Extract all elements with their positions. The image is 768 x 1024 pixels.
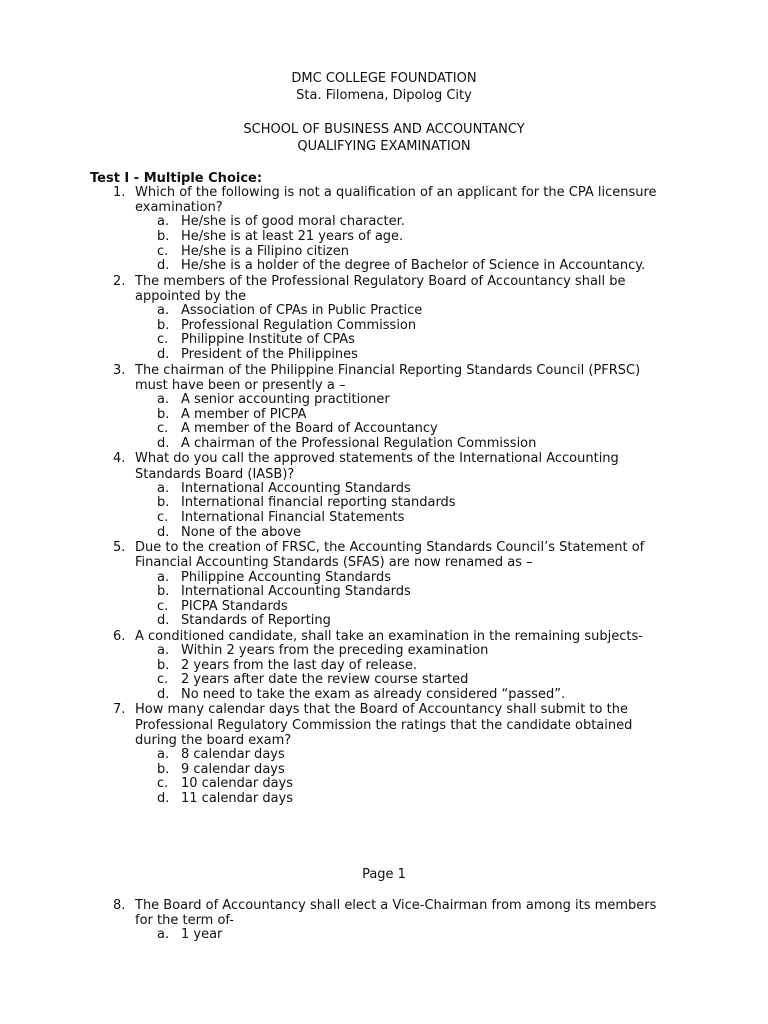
- option-letter: c.: [157, 672, 169, 688]
- option-text: International Financial Statements: [181, 509, 405, 525]
- option-text: 11 calendar days: [181, 790, 294, 806]
- question-text: Which of the following is not a qualification of an applicant for the CPA licensure examination?: [135, 185, 657, 216]
- option-text: Standards of Reporting: [181, 613, 331, 629]
- option-text: International Accounting Standards: [181, 480, 411, 496]
- question-2: [113, 274, 675, 363]
- option-text: President of the Philippines: [181, 346, 358, 362]
- option-letter: d.: [157, 524, 170, 540]
- question-text: The Board of Accountancy shall elect a Vice-Chairman from among its members for the term of-: [135, 898, 657, 929]
- question-4: [113, 451, 675, 540]
- option-letter: a.: [157, 747, 170, 763]
- question-6: [113, 629, 675, 703]
- question-number: 4.: [113, 451, 126, 467]
- option-letter: a.: [157, 214, 170, 230]
- question-text: The members of the Professional Regulatory Board of Accountancy shall be appointed by the: [135, 273, 626, 304]
- option-a: [157, 571, 675, 586]
- option-text: 2 years from the last day of release.: [181, 657, 417, 673]
- option-text: He/she is a holder of the degree of Bachelor of Science in Accountancy.: [181, 258, 646, 274]
- option-text: Professional Regulation Commission: [181, 317, 417, 333]
- option-a: [157, 304, 675, 319]
- question-1: [113, 185, 675, 274]
- option-letter: b.: [157, 495, 170, 511]
- option-c: [157, 422, 675, 437]
- question-list: [0, 185, 768, 806]
- option-text: He/she is a Filipino citizen: [181, 243, 349, 259]
- option-letter: d.: [157, 686, 170, 702]
- option-c: [157, 600, 675, 615]
- option-text: He/she is at least 21 years of age.: [181, 229, 404, 244]
- option-c: [157, 511, 675, 526]
- question-number: 6.: [113, 628, 126, 644]
- option-text: A chairman of the Professional Regulation Commission: [181, 435, 537, 451]
- option-letter: d.: [157, 435, 170, 451]
- option-letter: d.: [157, 346, 170, 362]
- option-letter: a.: [157, 643, 170, 659]
- option-text: 2 years after date the review course started: [181, 672, 469, 688]
- question-text: What do you call the approved statements of the International Accounting Standards Board (IASB)?: [135, 451, 619, 482]
- question-number: 2.: [113, 273, 126, 289]
- option-text: Philippine Institute of CPAs: [181, 332, 355, 348]
- option-letter: b.: [157, 584, 170, 600]
- school-header: [0, 70, 768, 104]
- option-letter: a.: [157, 480, 170, 496]
- option-letter: a.: [157, 927, 170, 943]
- option-d: [157, 348, 675, 363]
- option-text: International financial reporting standards: [181, 495, 456, 511]
- question-7: [113, 702, 675, 806]
- option-letter: b.: [157, 317, 170, 333]
- question-number: 8.: [113, 898, 126, 913]
- question-5: [113, 540, 675, 629]
- option-b: [157, 319, 675, 334]
- option-b: [157, 585, 675, 600]
- option-a: [157, 215, 675, 230]
- option-text: PICPA Standards: [181, 598, 288, 614]
- option-d: [157, 526, 675, 541]
- question-number: 1.: [113, 185, 126, 200]
- option-letter: c.: [157, 598, 169, 614]
- option-c: [157, 673, 675, 688]
- option-text: No need to take the exam as already considered “passed”.: [181, 686, 566, 702]
- option-letter: a.: [157, 391, 170, 407]
- option-letter: d.: [157, 613, 170, 629]
- school-name: DMC COLLEGE FOUNDATION: [291, 71, 477, 86]
- option-b: [157, 230, 675, 245]
- option-c: [157, 777, 675, 792]
- option-text: 10 calendar days: [181, 776, 294, 792]
- option-text: A member of the Board of Accountancy: [181, 421, 438, 437]
- option-letter: b.: [157, 761, 170, 777]
- school-location: Sta. Filomena, Dipolog City: [296, 88, 472, 103]
- question-number: 7.: [113, 702, 126, 718]
- option-text: None of the above: [181, 524, 302, 540]
- option-d: [157, 259, 675, 274]
- option-b: [157, 763, 675, 778]
- option-b: [157, 408, 675, 423]
- test-title: Test I - Multiple Choice:: [90, 171, 263, 186]
- department-name: SCHOOL OF BUSINESS AND ACCOUNTANCY: [243, 122, 525, 137]
- option-letter: a.: [157, 303, 170, 319]
- option-a: [157, 482, 675, 497]
- option-text: Within 2 years from the preceding examination: [181, 643, 489, 659]
- option-text: He/she is of good moral character.: [181, 214, 405, 230]
- option-letter: b.: [157, 406, 170, 422]
- question-8: [113, 898, 675, 943]
- option-d: [157, 614, 675, 629]
- question-list-page-2: [0, 898, 768, 943]
- option-text: 8 calendar days: [181, 747, 285, 763]
- option-a: [157, 644, 675, 659]
- question-text: Due to the creation of FRSC, the Accounting Standards Council’s Statement of Financial Accounting Standards (SFAS) are now renamed as –: [135, 540, 645, 571]
- option-d: [157, 688, 675, 703]
- option-letter: c.: [157, 332, 169, 348]
- question-text: The chairman of the Philippine Financial Reporting Standards Council (PFRSC) must have been or presently a –: [135, 362, 641, 393]
- question-number: 3.: [113, 362, 126, 378]
- option-text: 9 calendar days: [181, 761, 285, 777]
- option-letter: c.: [157, 509, 169, 525]
- question-3: [113, 363, 675, 452]
- option-letter: c.: [157, 421, 169, 437]
- option-a: [157, 928, 675, 943]
- question-text: A conditioned candidate, shall take an examination in the remaining subjects-: [135, 628, 643, 644]
- option-letter: a.: [157, 569, 170, 585]
- option-letter: b.: [157, 657, 170, 673]
- option-a: [157, 748, 675, 763]
- option-letter: c.: [157, 243, 169, 259]
- option-letter: d.: [157, 258, 170, 274]
- option-text: Association of CPAs in Public Practice: [181, 303, 423, 319]
- option-text: A member of PICPA: [181, 406, 307, 422]
- option-b: [157, 659, 675, 674]
- option-d: [157, 437, 675, 452]
- option-c: [157, 333, 675, 348]
- option-letter: d.: [157, 790, 170, 806]
- question-text: How many calendar days that the Board of Accountancy shall submit to the Professional Regulatory Commission the ratings that the candidate obtained during the board exam?: [135, 702, 633, 748]
- exam-title: QUALIFYING EXAMINATION: [297, 139, 471, 154]
- option-text: 1 year: [181, 927, 223, 943]
- question-number: 5.: [113, 540, 126, 556]
- option-b: [157, 496, 675, 511]
- option-c: [157, 245, 675, 260]
- option-text: A senior accounting practitioner: [181, 391, 390, 407]
- option-text: International Accounting Standards: [181, 584, 411, 600]
- option-a: [157, 393, 675, 408]
- option-d: [157, 792, 675, 807]
- option-letter: c.: [157, 776, 169, 792]
- page-number: Page 1: [362, 867, 406, 882]
- exam-header: [0, 121, 768, 155]
- option-letter: b.: [157, 229, 170, 244]
- option-text: Philippine Accounting Standards: [181, 569, 392, 585]
